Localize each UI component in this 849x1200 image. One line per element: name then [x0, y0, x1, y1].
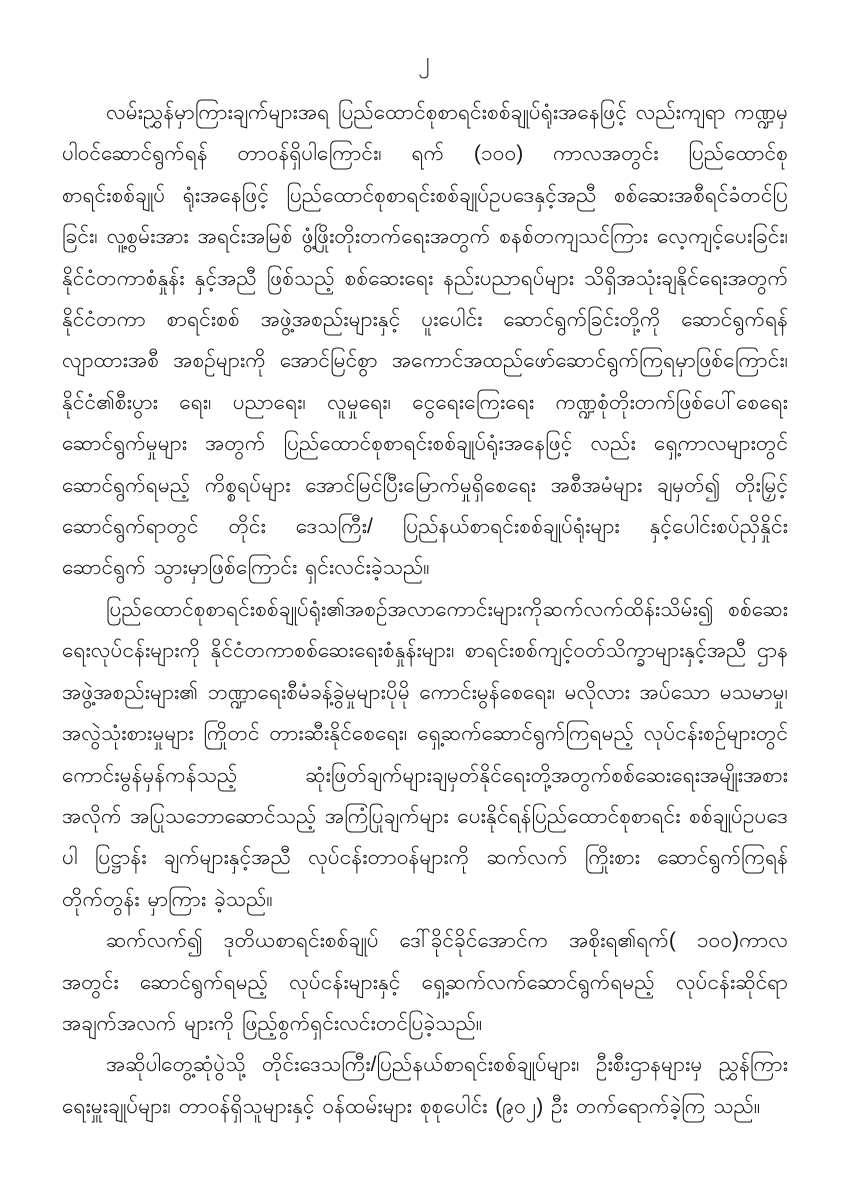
paragraph-4: အဆိုပါတွေ့ဆုံပွဲသို့ တိုင်းဒေသကြီး/ပြည်နယ်စာရင်းစစ်ချုပ်များ၊ ဦးစီးဌာနများမှ ညွှန်ကြား ရေးမှူးချုပ်များ၊ တာဝန်ရှိသူများနှင့် ဝန်ထမ်းများ စုစုပေါင်း (၉၀၂) ဦး တက်ရောက်ခဲ့ကြ သည်။ — [62, 1053, 788, 1118]
page-number: ၂ — [418, 47, 431, 73]
paragraph-1: လမ်းညွှန်မှာကြားချက်များအရ ပြည်ထောင်စုစာရင်းစစ်ချုပ်ရုံးအနေဖြင့် လည်းကျရာ ကဏ္ဍမှ ပါဝင်ဆောင်ရွက်ရန် တာဝန်ရှိပါကြောင်း၊ ရက် (၁၀၀) ကာလအတွင်း ပြည်ထောင်စု စာရင်းစစ်ချုပ် ရုံးအနေဖြင့် ပြည်ထောင်စုစာရင်းစစ်ချုပ်ဥပဒေနှင့်အညီ စစ်ဆေးအစီရင်ခံတင်ပြခြင်း၊ လူ့စွမ်းအား အရင်းအမြစ် ဖွံ့ဖြိုးတိုးတက်ရေးအတွက် စနစ်တကျသင်ကြား လေ့ကျင့်ပေးခြင်း၊ နိုင်ငံတကာစံနှုန်း နှင့်အညီ ဖြစ်သည့် စစ်ဆေးရေး နည်းပညာရပ်များ သိရှိအသုံးချနိုင်ရေးအတွက် နိုင်ငံတကာ စာရင်းစစ် အဖွဲ့အစည်းများနှင့် ပူးပေါင်း ဆောင်ရွက်ခြင်းတို့ကို ဆောင်ရွက်ရန် လျာထားအစီ အစဉ်များကို အောင်မြင်စွာ အကောင်အထည်ဖော်ဆောင်ရွက်ကြရမှာဖြစ်ကြောင်း၊ နိုင်ငံ၏စီးပွား ရေး၊ ပညာရေး၊ လူမှုရေး၊ ငွေရေးကြေးရေး ကဏ္ဍစုံတိုးတက်ဖြစ်ပေါ်စေရေး ဆောင်ရွက်မှုများ အတွက် ပြည်ထောင်စုစာရင်းစစ်ချုပ်ရုံးအနေဖြင့် လည်း ရှေ့ကာလများတွင် ဆောင်ရွက်ရမည့် ကိစ္စရပ်များ အောင်မြင်ပြီးမြောက်မှုရှိစေရေး အစီအမံများ ချမှတ်၍ တိုးမြှင့် ဆောင်ရွက်ရာတွင် တိုင်း ဒေသကြီး/ ပြည်နယ်စာရင်းစစ်ချုပ်ရုံးများ နှင့်ပေါင်းစပ်ညှိနှိုင်း ဆောင်ရွက် သွားမှာဖြစ်ကြောင်း ရှင်းလင်းခဲ့သည်။ — [62, 101, 788, 580]
page-body — [62, 92, 788, 1127]
paragraph-2: ပြည်ထောင်စုစာရင်းစစ်ချုပ်ရုံး၏အစဉ်အလာကောင်းများကိုဆက်လက်ထိန်းသိမ်း၍ စစ်ဆေး ရေးလုပ်ငန်းများကို နိုင်ငံတကာစစ်ဆေးရေးစံနှုန်းများ၊ စာရင်းစစ်ကျင့်ဝတ်သိက္ခာများနှင့်အညီ ဌာန အဖွဲ့အစည်းများ၏ ဘဏ္ဍာရေးစီမံခန့်ခွဲမှုများပိုမို ကောင်းမွန်စေရေး၊ မလိုလား အပ်သော မသမာမှု၊ အလွဲသုံးစားမှုများ ကြိုတင် တားဆီးနိုင်စေရေး၊ ရှေ့ဆက်ဆောင်ရွက်ကြရမည့် လုပ်ငန်းစဉ်များတွင် ကောင်းမွန်မှန်ကန်သည့် ဆုံးဖြတ်ချက်များချမှတ်နိုင်ရေးတို့အတွက်စစ်ဆေးရေးအမျိုးအစား အလိုက် အပြုသဘောဆောင်သည့် အကြံပြုချက်များ ပေးနိုင်ရန်ပြည်ထောင်စုစာရင်း စစ်ချုပ်ဥပဒေပါ ပြဋ္ဌာန်း ချက်များနှင့်အညီ လုပ်ငန်းတာဝန်များကို ဆက်လက် ကြိုးစား ဆောင်ရွက်ကြရန် တိုက်တွန်း မှာကြား ခဲ့သည်။ — [62, 597, 788, 911]
paragraph-3: ဆက်လက်၍ ဒုတိယစာရင်းစစ်ချုပ် ဒေါ်ခိုင်ခိုင်အောင်က အစိုးရ၏ရက်( ၁၀၀)ကာလအတွင်း ဆောင်ရွက်ရမည့် လုပ်ငန်းများနှင့် ရှေ့ဆက်လက်ဆောင်ရွက်ရမည့် လုပ်ငန်းဆိုင်ရာ အချက်အလက် များကို ဖြည့်စွက်ရှင်းလင်းတင်ပြခဲ့သည်။ — [62, 929, 788, 1035]
